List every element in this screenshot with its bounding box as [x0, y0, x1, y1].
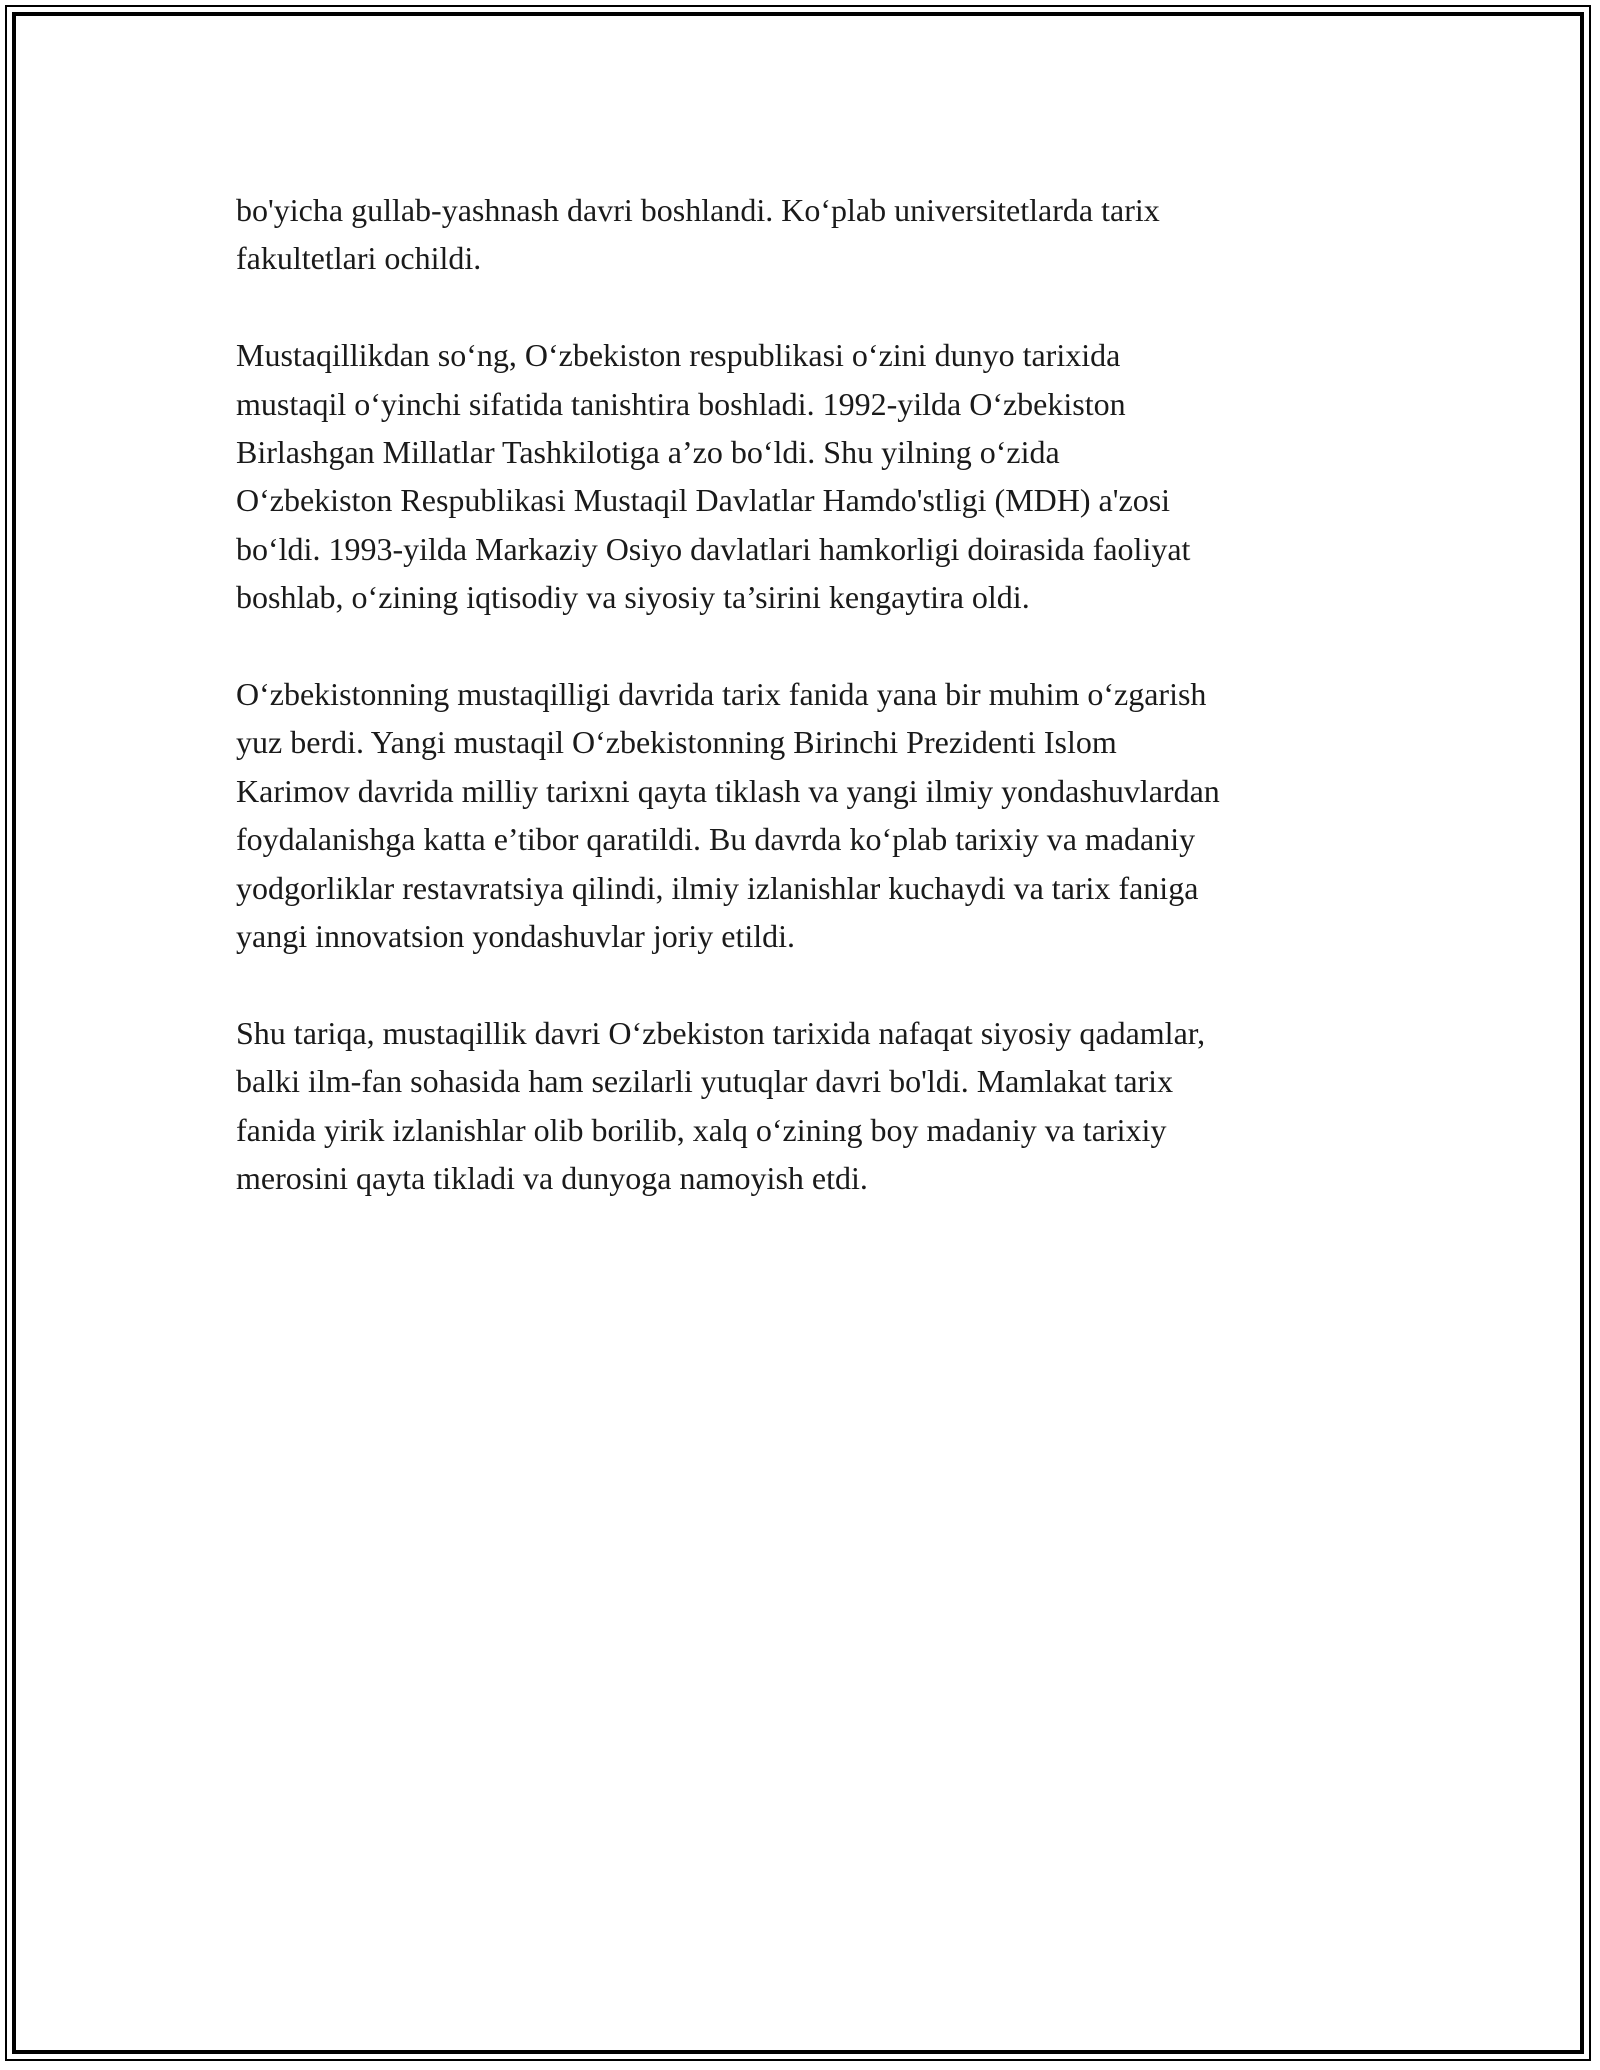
paragraph-2: Mustaqillikdan so‘ng, O‘zbekiston respublikasi o‘zini dunyo tarixida mustaqil o‘yinchi sifatida tanishtira boshladi. 1992-yilda O‘zbekiston Birlashgan Millatlar Tashkilotiga a’zo bo‘ldi. Shu yilning o‘zida O‘zbekiston Respublikasi Mustaqil Davlatlar Hamdo'stligi (MDH) a'zosi bo‘ldi. 1993-yilda Markaziy Osiyo davlatlari hamkorligi doirasida faoliyat boshlab, o‘zining iqtisodiy va siyosiy ta’sirini kengaytira oldi. — [236, 337, 1191, 616]
paragraph-3: O‘zbekistonning mustaqilligi davrida tarix fanida yana bir muhim o‘zgarish yuz berdi. Yangi mustaqil O‘zbekistonning Birinchi Prezidenti Islom Karimov davrida milliy tarixni qayta tiklash va yangi ilmiy yondashuvlardan foydalanishga katta e’tibor qaratildi. Bu davrda ko‘plab tarixiy va madaniy yodgorliklar restavratsiya qilindi, ilmiy izlanishlar kuchaydi va tarix faniga yangi innovatsion yondashuvlar joriy etildi. — [236, 676, 1220, 955]
paragraph-4: Shu tariqa, mustaqillik davri O‘zbekiston tarixida nafaqat siyosiy qadamlar, balki ilm-fan sohasida ham sezilarli yutuqlar davri bo'ldi. Mamlakat tarix fanida yirik izlanishlar olib borilib, xalq o‘zining boy madaniy va tarixiy merosini qayta tikladi va dunyoga namoyish etdi. — [236, 1014, 1206, 1197]
paragraph-1: bo'yicha gullab-yashnash davri boshlandi. Ko‘plab universitetlarda tarix fakultetlari ochildi. — [236, 192, 1160, 277]
document-body — [236, 186, 1371, 1251]
